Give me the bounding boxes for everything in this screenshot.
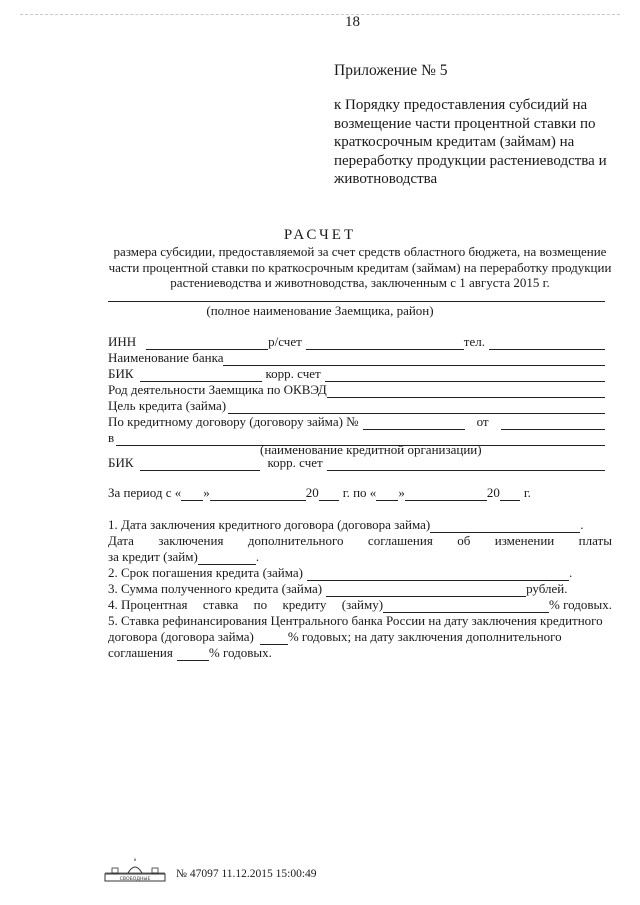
contract-number-field[interactable] [363,418,465,430]
appendix-line: возмещение части процентной ставки по [334,115,596,132]
item-1b-word: дополнительного [247,533,344,548]
calculation-title: РАСЧЕТ [283,227,357,243]
period-start-year-field[interactable] [319,489,339,501]
item-1b-word: Дата [108,533,134,548]
top-dashed-border [20,14,620,15]
period-quote: » [398,485,405,500]
account-label: р/счет [268,334,302,349]
inn-row [108,334,605,350]
item-5b-start: договора (договора займа) [108,629,254,644]
appendix-line: переработку продукции растениеводства и [334,152,607,169]
item-4-word: (займу) [341,597,384,612]
bik2-row [108,455,605,471]
corr-account-field[interactable] [325,370,605,382]
repayment-term-input[interactable] [307,569,569,581]
item-5c-end: % годовых. [208,645,272,660]
period-start-month-field[interactable] [210,489,306,501]
period-start-day-field[interactable] [181,489,203,501]
period-end-year-field[interactable] [500,489,520,501]
item-2-label: 2. Срок погашения кредита (займа) [108,565,303,580]
item-4 [108,597,612,613]
item-1 [108,517,612,533]
item-1b-word: заключения [158,533,224,548]
item-1c [108,549,612,565]
item-4-word: по [253,597,268,612]
calculation-subtitle [100,244,620,291]
document-registration-info: № 47097 11.12.2015 15:00:49 [176,868,317,880]
bik-row [108,366,605,382]
period-year-prefix: 20 [486,485,500,500]
borrower-name-line[interactable] [108,301,605,302]
item-1b-word: об [457,533,471,548]
period-row [108,485,605,501]
item-5c [108,645,612,661]
loan-amount-input[interactable] [326,585,526,597]
item-5c-start: соглашения [108,645,173,660]
item-1b [108,533,612,549]
item-3-end: рублей. [526,581,568,596]
inn-field[interactable] [146,338,268,350]
activity-row [108,382,605,398]
period-year-prefix: 20 [305,485,319,500]
period-label: За период с « [108,485,182,500]
item-4-tail [342,597,612,613]
item-3-label: 3. Сумма полученного кредита (займа) [108,581,323,596]
period-form [108,485,605,501]
borrower-caption: (полное наименование Заемщика, район) [206,303,434,318]
bik-label: БИК [108,366,134,381]
refinance-rate-input[interactable] [260,633,288,645]
corr-account-label: корр. счет [265,366,321,381]
activity-label: Род деятельности Заемщика по ОКВЭД [108,382,327,397]
account-field[interactable] [306,338,464,350]
contract-from-label: от [476,414,489,429]
item-2 [108,565,612,581]
period-end-label: г. [523,485,531,500]
subtitle-line: части процентной ставки по краткосрочным кредитам (займам) на переработку продукции [108,259,612,275]
org-caption: (наименование кредитной организации) [260,442,482,457]
org-bik-form [108,455,605,471]
appendix-title: Приложение № 5 [334,62,448,79]
subtitle-line: размера субсидии, предоставляемой за счет средств областного бюджета, на возмещение [113,244,607,259]
item-1b-word: изменении [494,533,555,548]
period-to-label: г. по « [342,485,377,500]
bik-field[interactable] [140,370,262,382]
appendix-line: краткосрочным кредитам (займам) на [334,134,575,150]
bank-name-row [108,350,605,366]
activity-field[interactable] [327,386,605,398]
item-3 [108,581,612,597]
bank-name-label: Наименование банка [108,350,224,365]
item-2-end: . [569,565,573,580]
refinance-rate-supplementary-input[interactable] [177,649,209,661]
item-1-label: 1. Дата заключения кредитного договора (договора займа) [108,517,431,532]
item-1b-word: платы [578,533,612,548]
purpose-field[interactable] [228,402,605,414]
item-5b-end: % годовых; на дату заключения дополнительного [287,629,562,644]
appendix-line: к Порядку предоставления субсидий на [334,97,588,113]
period-end-day-field[interactable] [376,489,398,501]
item-1c-label: за кредит (займ) [108,549,198,564]
contract-date-field[interactable] [501,418,605,430]
item-5b [108,629,612,645]
page-number: 18 [345,14,360,30]
phone-field[interactable] [489,338,605,350]
registry-stamp-icon [104,858,166,882]
phone-label: тел. [463,334,485,349]
subtitle-line: растениеводства и животноводства, заключенным с 1 августа 2015 г. [170,275,550,290]
contract-row [108,414,605,430]
bik2-field[interactable] [140,459,260,471]
period-end-month-field[interactable] [405,489,487,501]
item-1c-end: . [255,549,260,564]
item-1-end: . [580,517,584,532]
contract-date-input[interactable] [430,521,580,533]
item-5a-label: 5. Ставка рефинансирования Центрального банка России на дату заключения кредитного [108,613,603,628]
bik2-label: БИК [108,455,134,470]
item-5a [108,613,612,629]
purpose-row [108,398,605,414]
contract-label: По кредитному договору (договору займа) № [108,414,359,429]
item-4-end: % годовых. [549,597,612,612]
corr-account2-label: корр. счет [267,455,323,470]
appendix-reference [334,96,626,189]
interest-rate-input[interactable] [383,601,549,613]
stamp-text: СВОБОДНЫЕ [119,877,151,882]
borrower-details-form [108,334,605,446]
inn-label: ИНН [108,334,137,349]
supplementary-date-input[interactable] [198,553,256,565]
period-quote: » [203,485,210,500]
item-4-word: кредиту [282,597,327,612]
corr-account2-field[interactable] [327,459,605,471]
bank-org-label: в [108,430,115,445]
purpose-label: Цель кредита (займа) [108,398,227,413]
item-1b-word: соглашения [367,533,433,548]
appendix-line: животноводства [334,171,438,187]
bank-name-field[interactable] [223,354,605,366]
numbered-items [108,517,612,661]
item-4-word: ставка [202,597,239,612]
item-4-word: 4. Процентная [108,597,188,612]
